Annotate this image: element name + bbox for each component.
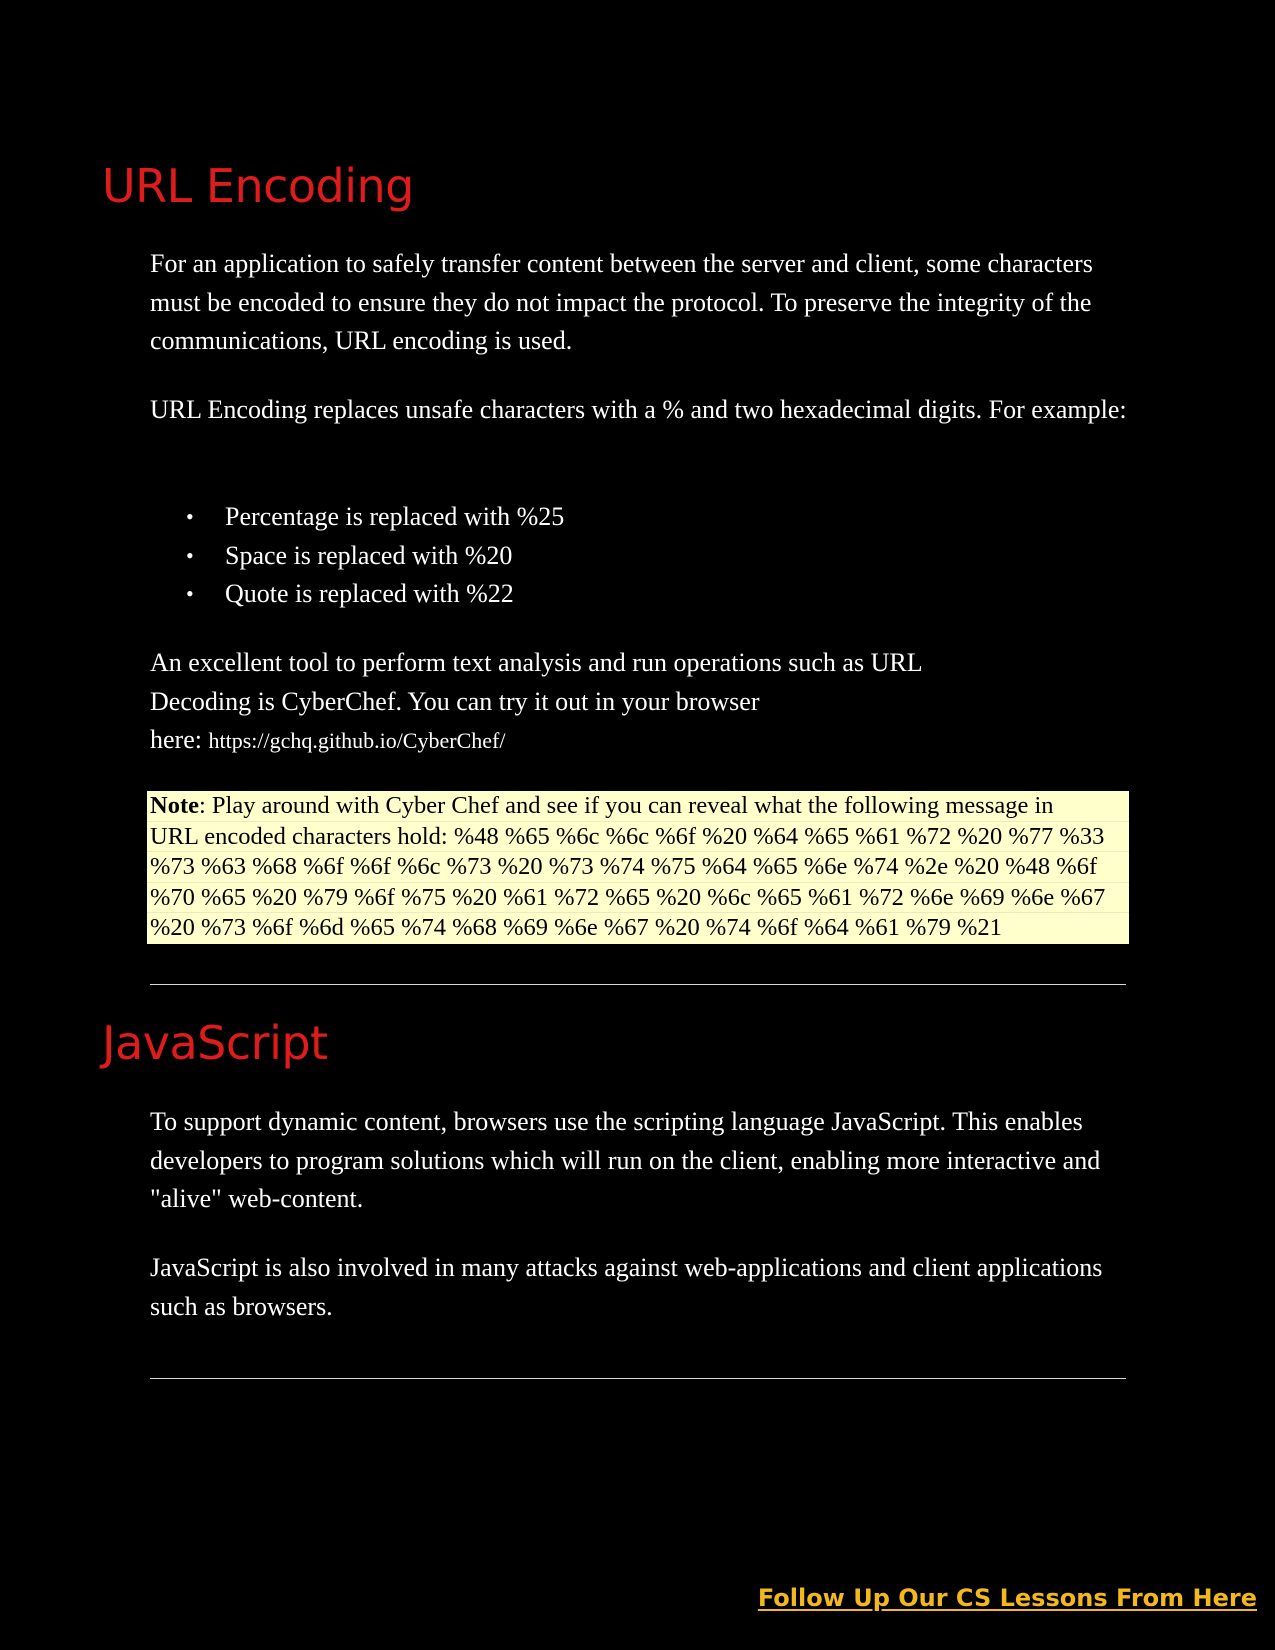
- section-divider: [150, 984, 1126, 985]
- follow-up-lessons-link[interactable]: Follow Up Our CS Lessons From Here: [757, 1584, 1257, 1612]
- list-item: • Percentage is replaced with %25: [150, 498, 1050, 537]
- cyberchef-link[interactable]: https://gchq.github.io/CyberChef/: [208, 728, 506, 753]
- note-line: %70 %65 %20 %79 %6f %75 %20 %61 %72 %65 %20 %6c %65 %61 %72 %6e %69 %6e %67: [147, 883, 1129, 914]
- url-intro-paragraph: For an application to safely transfer content between the server and client, some characters must be encoded to ensure they do not impact the protocol. To preserve the integrity of the communications, URL encoding is used.: [150, 249, 1093, 355]
- url-encoding-paragraph: URL Encoding replaces unsafe characters with a % and two hexadecimal digits. For example:: [150, 395, 1127, 424]
- javascript-intro-paragraph: To support dynamic content, browsers use the scripting language JavaScript. This enables developers to program solutions which will run on the client, enabling more interactive and "alive" web-content.: [150, 1107, 1101, 1213]
- note-line: %20 %73 %6f %6d %65 %74 %68 %69 %6e %67 %20 %74 %6f %64 %61 %79 %21: [150, 914, 1002, 942]
- javascript-heading: JavaScript: [102, 1016, 328, 1070]
- encoding-examples-list: [150, 498, 1050, 614]
- url-encoding-heading: URL Encoding: [102, 159, 414, 213]
- note-line: Note: Play around with Cyber Chef and see if you can reveal what the following message in: [147, 791, 1129, 822]
- cyberchef-paragraph: An excellent tool to perform text analysis and run operations such as URL Decoding is CyberChef. You can try it out in your browser here: https://gchq.github.io/CyberChef/: [150, 648, 923, 754]
- bullet-icon: •: [186, 504, 194, 529]
- note-line: %73 %63 %68 %6f %6f %6c %73 %20 %73 %74 %75 %64 %65 %6e %74 %2e %20 %48 %6f: [147, 852, 1129, 883]
- bullet-icon: •: [186, 542, 194, 568]
- section-divider: [150, 1378, 1126, 1379]
- list-item: • Space is replaced with %20: [150, 537, 1050, 576]
- javascript-attacks-paragraph: JavaScript is also involved in many attacks against web-applications and client applications such as browsers.: [150, 1253, 1103, 1321]
- bullet-icon: •: [186, 581, 194, 606]
- note-box: [147, 791, 1129, 944]
- note-line: URL encoded characters hold: %48 %65 %6c %6c %6f %20 %64 %65 %61 %72 %20 %77 %33: [147, 822, 1129, 853]
- list-item: • Quote is replaced with %22: [150, 575, 1050, 614]
- note-label: Note: [150, 792, 199, 819]
